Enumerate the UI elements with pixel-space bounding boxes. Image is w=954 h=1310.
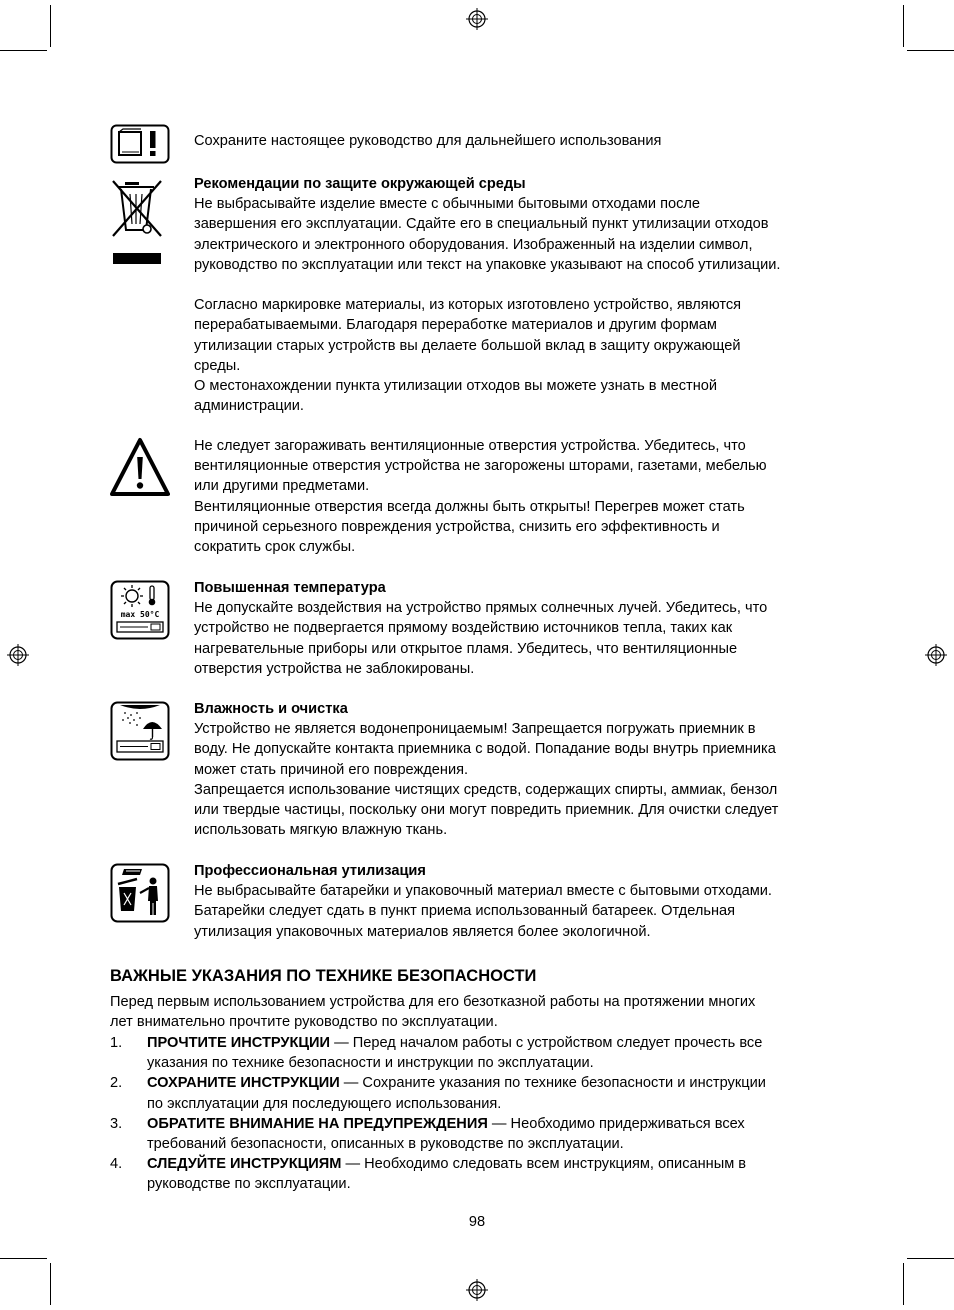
note-heading: Повышенная температура (194, 580, 386, 596)
list-item-text: указания по технике безопасности и инструкции по эксплуатации. (147, 1055, 594, 1072)
note-line: руководство по эксплуатации или текст на упаковке указывают на способ утилизации. (194, 256, 781, 273)
note-heading: Рекомендации по защите окружающей среды (194, 176, 526, 192)
humidity-umbrella-icon (110, 701, 170, 761)
note-line: использовать мягкую влажную ткань. (194, 822, 448, 839)
note-line: завершения его эксплуатации. Сдайте его в специальный пункт утилизации отходов (194, 216, 769, 233)
crop-mark (903, 1263, 904, 1305)
note-line: Запрещается использование чистящих средств, содержащих спирты, аммиак, бензол (194, 781, 778, 798)
note-line: Не выбрасывайте батарейки и упаковочный материал вместе с бытовыми отходами. (194, 883, 772, 900)
crop-mark (50, 5, 51, 47)
note-line: среды. (194, 357, 241, 374)
manual-warning-icon (110, 124, 170, 164)
note-line: или твердые частицы, поскольку они могут повредить приемник. Для очистки следует (194, 802, 779, 819)
note-line: администрации. (194, 398, 304, 415)
list-item-title: ПРОЧТИТЕ ИНСТРУКЦИИ (147, 1035, 331, 1051)
note-heading: Профессиональная утилизация (194, 863, 426, 879)
note-line: Не выбрасывайте изделие вместе с обычными бытовыми отходами после (194, 196, 701, 213)
disposal-person-icon (110, 863, 170, 923)
note-line: О местонахождении пункта утилизации отходов вы можете узнать в местной (194, 378, 718, 395)
list-item (110, 1114, 850, 1154)
note-line: Не допускайте воздействия на устройство прямых солнечных лучей. Убедитесь, что (194, 600, 768, 617)
list-item (110, 1033, 850, 1073)
note-line: утилизация упаковочных материалов является более экологичной. (194, 923, 651, 940)
note-line: вентиляционные отверстия устройства не загорожены шторами, газетами, мебелью (194, 458, 767, 475)
list-item-text: — Сохраните указания по технике безопасности и инструкции (339, 1075, 766, 1092)
crop-mark (0, 50, 47, 51)
note-humidity (194, 699, 854, 840)
page-number: 98 (468, 1214, 486, 1230)
warning-triangle-icon (110, 437, 170, 497)
safety-intro (110, 992, 850, 1032)
crop-mark (0, 1258, 47, 1259)
note-manual (194, 131, 854, 151)
crop-mark (903, 5, 904, 47)
note-line: отверстия устройства не заблокированы. (194, 660, 475, 677)
note-environment (194, 174, 854, 416)
list-item-text: — Необходимо придерживаться всех (487, 1115, 745, 1132)
high-temperature-icon (110, 580, 170, 640)
list-item (110, 1073, 850, 1113)
note-line: Сохраните настоящее руководство для дальнейшего использования (194, 133, 662, 149)
list-item-text: — Перед началом работы с устройством следует прочесть все (330, 1035, 763, 1051)
list-item-title: ОБРАТИТЕ ВНИМАНИЕ НА ПРЕДУПРЕЖДЕНИЯ (147, 1115, 488, 1132)
safety-list (110, 1033, 850, 1195)
registration-mark-icon (925, 644, 947, 666)
registration-mark-icon (466, 1279, 488, 1301)
list-item-text: требований безопасности, описанных в руководстве по эксплуатации. (147, 1136, 624, 1153)
crop-mark (907, 1258, 954, 1259)
list-number: 4. (110, 1156, 123, 1173)
list-item-title: СЛЕДУЙТЕ ИНСТРУКЦИЯМ (147, 1156, 342, 1173)
list-item (110, 1154, 850, 1194)
note-line: Согласно маркировке материалы, из которых изготовлено устройство, являются (194, 297, 742, 314)
note-line: нагревательные приборы или открытое пламя. Убедитесь, что вентиляционные (194, 640, 738, 657)
note-heading: Влажность и очистка (194, 701, 348, 717)
note-line: может стать причиной его повреждения. (194, 761, 469, 778)
crossed-bin-icon (110, 176, 164, 268)
note-ventilation (194, 436, 854, 557)
list-number: 1. (110, 1035, 123, 1051)
note-temperature (194, 578, 854, 679)
list-number: 3. (110, 1115, 123, 1132)
note-line: воду. Не допускайте контакта приемника с водой. Попадание воды внутрь приемника (194, 741, 776, 758)
note-line: причиной серьезного повреждения устройства, снизить его эффективность и (194, 518, 720, 535)
registration-mark-icon (7, 644, 29, 666)
list-item-title: СОХРАНИТЕ ИНСТРУКЦИИ (147, 1075, 340, 1092)
note-line: Вентиляционные отверстия всегда должны быть открыты! Перегрев может стать (194, 498, 745, 515)
note-line: Устройство не является водонепроницаемым! Запрещается погружать приемник в (194, 721, 756, 738)
temperature-label: max 50°C (120, 610, 160, 619)
list-number: 2. (110, 1075, 123, 1092)
note-line: Не следует загораживать вентиляционные отверстия устройства. Убедитесь, что (194, 438, 746, 454)
note-disposal (194, 861, 854, 942)
note-line: сократить срок службы. (194, 539, 356, 556)
note-line: устройство не подвергается прямому воздействию источников тепла, таких как (194, 620, 733, 637)
note-line: перерабатываемыми. Благодаря переработке материалов и другим формам (194, 317, 717, 334)
section-title: ВАЖНЫЕ УКАЗАНИЯ ПО ТЕХНИКЕ БЕЗОПАСНОСТИ (110, 967, 537, 985)
intro-line: Перед первым использованием устройства для его безотказной работы на протяжении многих (110, 994, 756, 1010)
crop-mark (907, 50, 954, 51)
note-line: электрического и электронного оборудования. Изображенный на изделии символ, (194, 236, 753, 253)
note-line: утилизации старых устройств вы делаете большой вклад в защиту окружающей (194, 337, 741, 354)
registration-mark-icon (466, 8, 488, 30)
note-line: или другими предметами. (194, 478, 370, 495)
list-item-text: руководстве по эксплуатации. (147, 1176, 351, 1193)
list-item-text: — Необходимо следовать всем инструкциям, описанным в (341, 1156, 747, 1173)
list-item-text: по эксплуатации для последующего использования. (147, 1095, 502, 1112)
crop-mark (50, 1263, 51, 1305)
intro-line: лет внимательно прочтите руководство по эксплуатации. (110, 1014, 498, 1031)
note-line: Батарейки следует сдать в пункт приема использованный батареек. Отдельная (194, 903, 736, 920)
